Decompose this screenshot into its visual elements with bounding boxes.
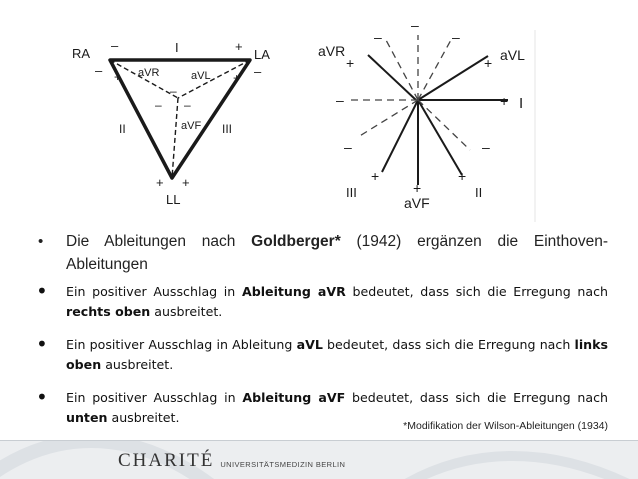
label-lead-iii: III xyxy=(222,122,233,136)
bullet-dot: • xyxy=(36,385,48,409)
lead-diagrams xyxy=(0,0,638,225)
bullet-bold: Ableitung aVF xyxy=(242,390,346,405)
hex-sign-11: + xyxy=(413,180,422,196)
hex-sign-5: + xyxy=(484,55,493,71)
axis-avr xyxy=(368,55,416,100)
bullet-avl xyxy=(36,332,608,375)
hex-sign-1: – xyxy=(411,17,419,33)
axis-iii xyxy=(382,100,418,172)
label-la: LA xyxy=(254,47,270,62)
label-avr: aVR xyxy=(138,67,160,79)
axis-ii-neg xyxy=(386,40,418,100)
hex-label-ii: II xyxy=(475,185,483,200)
hex-label-avl: aVL xyxy=(500,47,525,63)
axis-ii xyxy=(418,100,462,175)
logo-main-text: CHARITÉ xyxy=(118,450,215,471)
hexaxial-dashed xyxy=(350,35,470,150)
bullet-text: (1942) ergänzen die Einthoven-Ableitungen xyxy=(66,233,609,273)
footer-bar xyxy=(0,440,638,479)
sign-la-plus-inner: + xyxy=(233,71,241,85)
bullet-text: Ein positiver Ausschlag in xyxy=(66,390,243,405)
avf-dashed-line xyxy=(172,98,178,178)
bullet-text: Die Ableitungen nach xyxy=(66,233,252,250)
footnote: *Modifikation der Wilson-Ableitungen (1934) xyxy=(403,420,608,432)
sign-ra-minus-top: – xyxy=(111,38,119,53)
sign-ll-plus-left: + xyxy=(156,175,164,190)
sign-ra-plus: + xyxy=(114,70,122,84)
bullet-bold: unten xyxy=(66,410,108,425)
bullet-text: bedeutet, dass sich die Erregung nach xyxy=(345,390,608,405)
hex-sign-6: – xyxy=(336,92,344,108)
bullet-dot: • xyxy=(38,233,44,250)
hex-sign-8: – xyxy=(344,139,352,155)
bullet-bold: rechts oben xyxy=(66,304,151,319)
bullet-text: ausbreitet. xyxy=(107,410,180,425)
hex-label-avr: aVR xyxy=(318,43,346,59)
charite-logo xyxy=(118,450,345,472)
hex-label-iii: III xyxy=(346,185,357,200)
bullet-text: bedeutet, dass sich die Erregung nach xyxy=(322,337,575,352)
sign-la-minus-side: – xyxy=(254,64,262,79)
hex-sign-7: + xyxy=(500,93,509,109)
hex-sign-9: – xyxy=(482,139,490,155)
sign-ll-plus-right: + xyxy=(182,175,190,190)
label-ra: RA xyxy=(72,46,91,61)
bullet-bold: links oben xyxy=(66,337,608,372)
logo-sub-text: UNIVERSITÄTSMEDIZIN BERLIN xyxy=(220,459,346,469)
hex-sign-10: + xyxy=(371,168,380,184)
bullet-dot: • xyxy=(36,279,48,303)
label-avf: aVF xyxy=(181,120,202,132)
hex-sign-3: + xyxy=(346,55,355,71)
hex-sign-12: + xyxy=(458,168,467,184)
sign-ra-minus-side: – xyxy=(95,63,103,78)
label-avl: aVL xyxy=(191,70,211,82)
sign-center-minus-left: – xyxy=(155,98,162,112)
sign-la-plus-top: + xyxy=(235,39,243,54)
hex-label-i: I xyxy=(519,95,524,112)
sign-center-minus-top: – xyxy=(170,84,177,98)
bullet-text: bedeutet, dass sich die Erregung nach xyxy=(345,284,609,299)
bullet-bold: Ableitung aVR xyxy=(241,284,346,299)
einthoven-triangle xyxy=(110,60,250,178)
bullet-text: ausbreitet. xyxy=(101,357,174,372)
bullet-avr xyxy=(36,279,609,322)
label-lead-ii: II xyxy=(119,122,126,136)
axis-iii-neg xyxy=(418,38,452,100)
bullet-dot: • xyxy=(36,332,48,356)
sign-center-minus-right: – xyxy=(184,98,191,112)
hex-sign-2: – xyxy=(374,29,382,45)
bullet-goldberger xyxy=(36,230,608,276)
bullet-text: ausbreitet. xyxy=(150,304,223,319)
bullet-text: Ein positiver Ausschlag in Ableitung xyxy=(66,337,297,352)
axis-avl xyxy=(418,56,488,100)
label-lead-i: I xyxy=(175,40,179,55)
hexaxial-labels xyxy=(318,17,525,211)
bullet-bold: Goldberger* xyxy=(251,233,341,250)
hex-label-avf: aVF xyxy=(404,195,430,211)
bullet-list xyxy=(36,230,608,428)
hex-sign-4: – xyxy=(452,29,460,45)
bullet-bold: aVL xyxy=(296,337,323,352)
bullet-text: Ein positiver Ausschlag in xyxy=(66,284,242,299)
triangle-outline xyxy=(110,60,250,178)
triangle-labels xyxy=(72,38,270,207)
label-ll: LL xyxy=(166,192,181,207)
